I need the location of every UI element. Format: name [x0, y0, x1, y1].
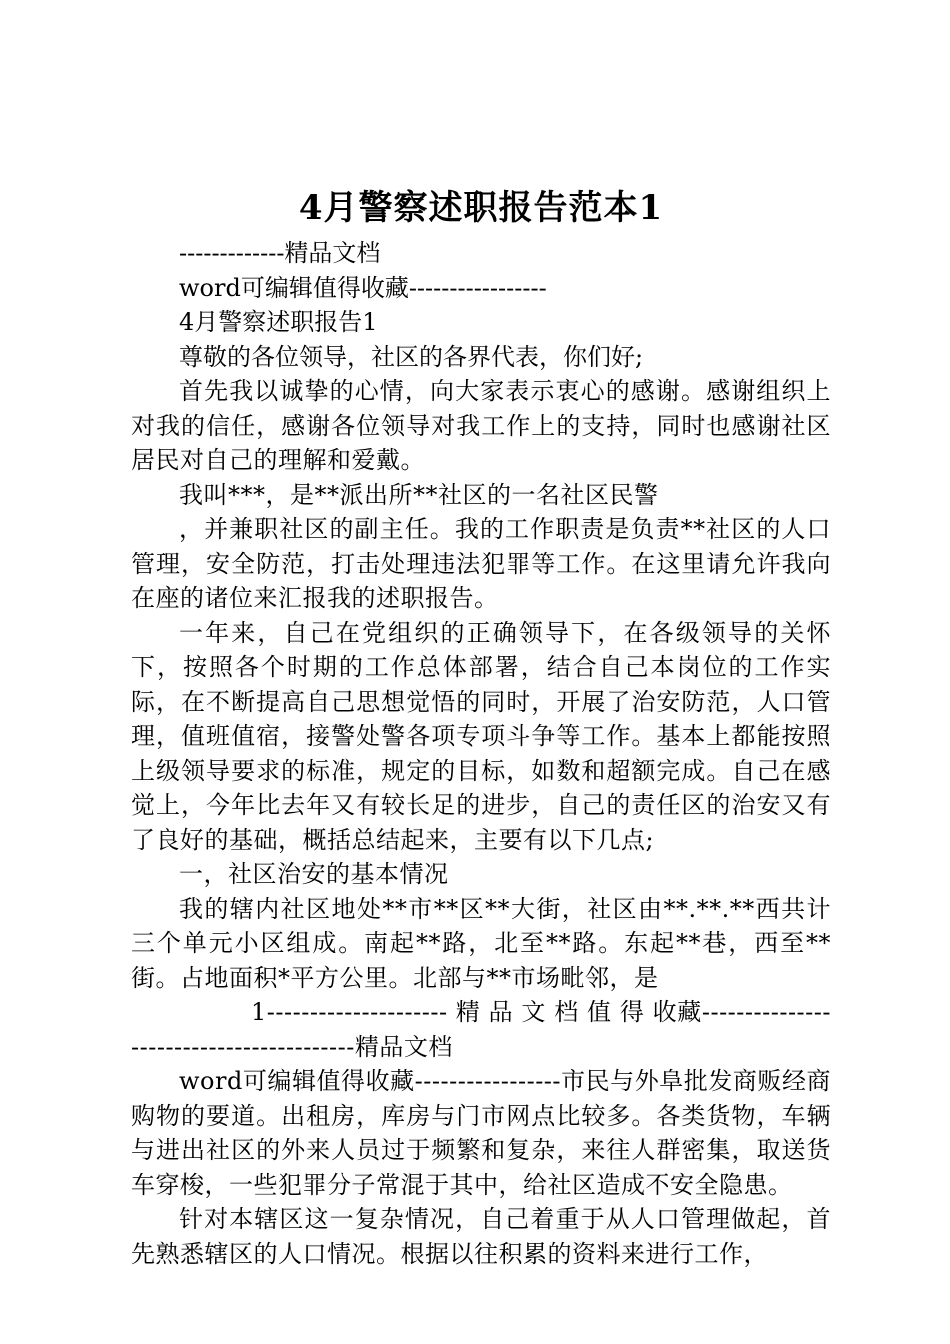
paragraph-2-text: 我叫***，是**派出所**社区的一名社区民警	[179, 480, 659, 509]
paragraph-3	[131, 512, 831, 616]
document-page	[131, 180, 831, 1271]
page-footer-text: 1--------------------- 精 品 文 档 值 得 收藏-----------------------------------------精品文档	[131, 998, 831, 1061]
paragraph-5-text: 我的辖内社区地处**市**区**大街，社区由**.**.**西共计三个单元小区组成。南起**路，北至**路。东起**巷，西至**街。占地面积*平方公里。北部与**市场毗邻，是	[131, 894, 831, 992]
paragraph-7-text: 针对本辖区这一复杂情况，自己着重于从人口管理做起，首先熟悉辖区的人口情况。根据以往积累的资料来进行工作，	[131, 1205, 831, 1268]
paragraph-2	[131, 478, 831, 513]
paragraph-7	[131, 1202, 831, 1271]
paragraph-6-text: word可编辑值得收藏-----------------市民与外阜批发商贩经商购物的要道。出租房，库房与门市网点比较多。各类货物，车辆与进出社区的外来人员过于频繁和复杂，来往人群密集，取送货车穿梭，一些犯罪分子常混于其中，给社区造成不安全隐患。	[131, 1067, 831, 1199]
paragraph-1-text: 首先我以诚挚的心情，向大家表示衷心的感谢。感谢组织上对我的信任，感谢各位领导对我工作上的支持，同时也感谢社区居民对自己的理解和爱戴。	[131, 377, 831, 474]
document-title: 4月警察述职报告范本1	[298, 188, 664, 228]
paragraph-6	[131, 1064, 831, 1202]
header-line-2: word可编辑值得收藏-----------------	[179, 273, 547, 302]
header-line-1: -------------精品文档	[179, 239, 381, 267]
paragraph-4	[131, 616, 831, 858]
paragraph-3-text: ，并兼职社区的副主任。我的工作职责是负责**社区的人口管理，安全防范，打击处理违法犯罪等工作。在这里请允许我向在座的诸位来汇报我的述职报告。	[131, 515, 831, 612]
paragraph-1	[131, 374, 831, 478]
section-heading-1	[131, 857, 831, 892]
paragraph-5	[131, 892, 831, 996]
page-footer-line	[131, 995, 831, 1064]
subtitle-line: 4月警察述职报告1	[179, 308, 378, 336]
greeting-line: 尊敬的各位领导，社区的各界代表，你们好;	[179, 342, 644, 371]
paragraph-4-text: 一年来，自己在党组织的正确领导下，在各级领导的关怀下，按照各个时期的工作总体部署，结合自己本岗位的工作实际，在不断提高自己思想觉悟的同时，开展了治安防范，人口管理，值班值宿，接警处警各项专项斗争等工作。基本上都能按照上级领导要求的标准，规定的目标，如数和超额完成。自己在感觉上，今年比去年又有较长足的进步，自己的责任区的治安又有了良好的基础，概括总结起来，主要有以下几点;	[131, 618, 831, 854]
section-heading-1-text: 一，社区治安的基本情况	[179, 860, 449, 888]
